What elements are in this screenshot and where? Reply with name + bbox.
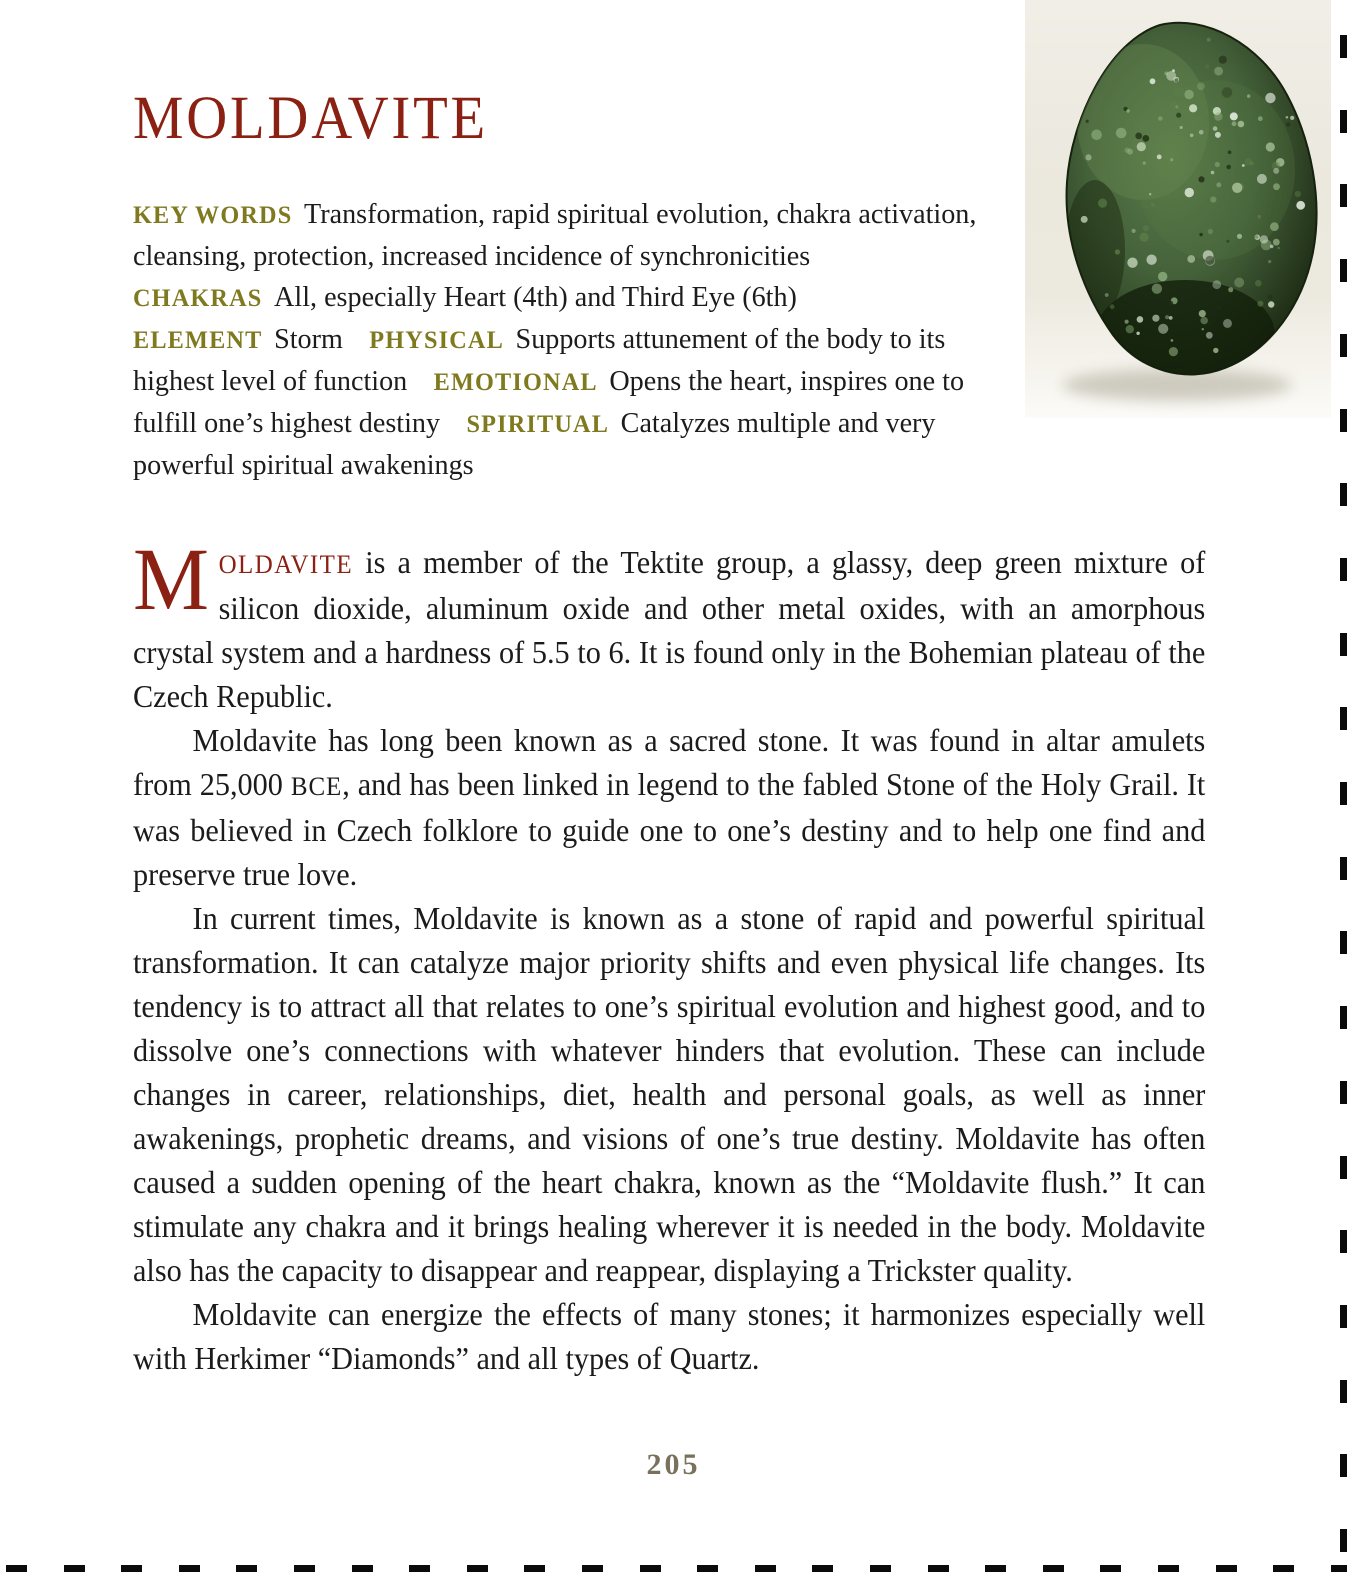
stone-texture-speckle [1199, 130, 1204, 135]
stone-texture-speckle [1126, 325, 1134, 333]
physical-label: PHYSICAL [369, 327, 504, 354]
stone-texture-speckle [1266, 142, 1275, 151]
stone-texture-speckle [1166, 71, 1176, 81]
stone-texture-speckle [1270, 222, 1279, 231]
stone-texture-speckle [1175, 105, 1178, 108]
page-edge-mark-bottom [467, 1565, 488, 1572]
stone-texture-speckle [1180, 126, 1183, 129]
page-edge-mark-right [1340, 35, 1347, 58]
page-number: 205 [646, 1448, 701, 1481]
stone-texture-speckle [1132, 229, 1136, 233]
page-edge-mark-bottom [409, 1565, 430, 1572]
stone-texture-speckle [1143, 162, 1146, 165]
stone-texture-speckle [1205, 64, 1209, 68]
page-edge-mark-bottom [294, 1565, 315, 1572]
page-edge-mark-right [1340, 1529, 1347, 1552]
stone-texture-speckle [1083, 156, 1086, 159]
stone-texture-speckle [1165, 315, 1169, 319]
stone-texture-speckle [1171, 339, 1174, 342]
stone-texture-speckle [1158, 324, 1168, 334]
body-paragraph-3: In current times, Moldavite is known as a stone of rapid and powerful spiritual transformation. It can catalyze major priority shifts and even physical life changes. Its tendency is to attract all that relates to one’s spiritual evolution and highest good, and to dissolve one’s connections with whatever hinders that evolution. These can include changes in career, relationships, diet, health and personal goals, as well as inner awakenings, prophetic dreams, and visions of one’s true destiny. Moldavite has often caused a sudden opening of the heart chakra, known as the “Moldavite flush.” It can stimulate any chakra and it brings healing wherever it is needed in the body. Moldavite also has the capacity to disappear and reappear, displaying a Trickster quality. [133, 901, 1206, 1288]
bce-small-caps: BCE [290, 772, 343, 801]
page-edge-mark-right [1340, 334, 1347, 357]
stone-texture-speckle [1199, 310, 1206, 317]
stone-texture-speckle [1273, 168, 1279, 174]
body-paragraph-4: Moldavite can energize the effects of many stones; it harmonizes especially well with Herkimer “Diamonds” and all types of Quartz. [133, 1297, 1206, 1376]
stone-texture-speckle [1219, 56, 1227, 64]
stone-texture-speckle [1258, 116, 1263, 121]
moldavite-photo [1025, 0, 1331, 418]
page-edge-mark-bottom [755, 1565, 776, 1572]
stone-texture-speckle [1149, 193, 1151, 195]
stone-texture-speckle [1265, 93, 1275, 103]
stone-texture-speckle [1215, 132, 1221, 138]
stone-texture-speckle [1137, 142, 1146, 151]
stone-texture-speckle [1238, 121, 1245, 128]
page-edge-mark-bottom [812, 1565, 833, 1572]
stone-texture-speckle [1091, 130, 1102, 141]
page-edge-mark-bottom [1043, 1565, 1064, 1572]
page-edge-mark-right [1340, 707, 1347, 730]
stone-texture-speckle [1268, 260, 1271, 263]
page-edge-mark-right [1340, 931, 1347, 954]
stone-texture-speckle [1267, 295, 1272, 300]
body-paragraph-1 [133, 531, 1206, 719]
page-edge-mark-right [1340, 1230, 1347, 1253]
stone-texture-speckle [1216, 182, 1221, 187]
page-edge-mark-bottom [985, 1565, 1006, 1572]
page-edge-mark-bottom [697, 1565, 718, 1572]
stone-texture-speckle [1174, 78, 1178, 82]
stone-texture-speckle [1202, 328, 1204, 330]
stone-texture-speckle [1142, 135, 1149, 142]
stone-texture-speckle [1223, 319, 1232, 328]
stone-texture-speckle [1234, 278, 1244, 288]
keywords-label: KEY WORDS [133, 202, 293, 229]
stone-texture-speckle [1158, 272, 1167, 281]
stone-texture-speckle [1210, 197, 1216, 203]
stone-texture-speckle [1211, 171, 1215, 175]
page-edge-mark-bottom [1100, 1565, 1121, 1572]
stone-texture-speckle [1143, 225, 1149, 231]
stone-texture-speckle [1086, 120, 1089, 123]
stone-texture-speckle [1176, 113, 1181, 118]
paragraph-text: Moldavite has long been known as a sacred stone. It was found in altar amulets from 25,000 [133, 723, 1206, 802]
stone-texture-speckle [1218, 306, 1222, 310]
stone-texture-speckle [1232, 183, 1242, 193]
page-edge-mark-bottom [1331, 1565, 1347, 1572]
stone-texture-speckle [1185, 188, 1194, 197]
stone-texture-speckle [1115, 249, 1120, 254]
element-label: ELEMENT [133, 327, 263, 354]
stone-texture-speckle [1150, 78, 1156, 84]
stone-texture-speckle [1137, 316, 1144, 323]
stone-texture-speckle [1151, 203, 1155, 207]
stone-texture-speckle [1268, 301, 1274, 307]
stone-texture-speckle [1226, 165, 1231, 170]
stone-texture-speckle [1258, 215, 1262, 219]
stone-texture-speckle [1214, 112, 1222, 120]
keywords-value: Transformation, rapid spiritual evolution, chakra activation, cleansing, protection, increased incidence of synchronicities [133, 198, 977, 272]
stone-texture-speckle [1116, 128, 1127, 139]
page-edge-mark-right [1340, 1081, 1347, 1104]
stone-texture-speckle [1190, 134, 1194, 138]
stone-texture-speckle [1255, 235, 1259, 239]
stone-texture-speckle [1214, 67, 1223, 76]
stone-texture-speckle [1270, 245, 1274, 249]
emotional-label: EMOTIONAL [433, 369, 598, 396]
stone-texture-speckle [1242, 164, 1245, 167]
page-edge-mark-bottom [236, 1565, 257, 1572]
stone-texture-speckle [1169, 301, 1174, 306]
stone-texture-speckle [1278, 247, 1280, 249]
page-title: MOLDAVITE [133, 85, 488, 152]
physical-value: Supports attunement of the body to its highest level of function [133, 323, 946, 397]
stone-texture-speckle [1200, 317, 1208, 325]
stone-texture-speckle [1105, 293, 1109, 297]
element-value: Storm [274, 323, 343, 355]
stone-texture-speckle [1222, 87, 1233, 98]
stone-texture-speckle [1230, 112, 1238, 120]
stone-texture-speckle [1169, 316, 1173, 320]
spiritual-label: SPIRITUAL [466, 411, 610, 438]
page-edge-mark-right [1340, 1305, 1347, 1328]
body-paragraph-2 [133, 719, 1205, 897]
page-edge-mark-bottom [524, 1565, 545, 1572]
stone-texture-speckle [1189, 104, 1197, 112]
stone-texture-speckle [1296, 201, 1305, 210]
stone-texture-speckle [1152, 315, 1159, 322]
stone-texture-speckle [1295, 191, 1301, 197]
stone-texture-speckle [1257, 301, 1263, 307]
drop-cap: M [133, 531, 209, 629]
stone-texture-speckle [1174, 87, 1184, 97]
stone-texture-speckle [1135, 133, 1142, 140]
page-edge-mark-bottom [582, 1565, 603, 1572]
stone-texture-speckle [1247, 94, 1250, 97]
stone-texture-speckle [1184, 90, 1193, 99]
stone-texture-speckle [1207, 38, 1211, 42]
page-edge-mark-bottom [179, 1565, 200, 1572]
page-edge-mark-right [1340, 1006, 1347, 1029]
page-edge-mark-right [1340, 782, 1347, 805]
stone-texture-speckle [1286, 116, 1289, 119]
stone-texture-speckle [1237, 234, 1242, 239]
page-edge-mark-bottom [928, 1565, 949, 1572]
stone-texture-speckle [1286, 122, 1290, 126]
page-edge-mark-bottom [64, 1565, 85, 1572]
page-edge-mark-right [1340, 558, 1347, 581]
page-edge-mark-bottom [6, 1565, 27, 1572]
stone-texture-speckle [1126, 109, 1129, 112]
stone-texture-speckle [1255, 280, 1262, 287]
stone-texture-speckle [1157, 155, 1162, 160]
page-edge-mark-bottom [1273, 1565, 1294, 1572]
page-edge-mark-bottom [1216, 1565, 1237, 1572]
stone-texture-speckle [1125, 148, 1130, 153]
emotional-value: Opens the heart, inspires one to fulfill one’s highest destiny [133, 365, 965, 439]
stone-texture-speckle [1198, 176, 1204, 182]
stone-texture-speckle [1206, 332, 1213, 339]
stone-texture-speckle [1158, 116, 1163, 121]
stone-texture-speckle [1228, 287, 1233, 292]
spiritual-value: Catalyzes multiple and very powerful spiritual awakenings [133, 407, 936, 481]
page-edge-mark-right [1340, 1454, 1347, 1477]
page-edge-mark-right [1340, 1156, 1347, 1179]
page-edge-mark-right [1340, 1380, 1347, 1403]
stone-texture-speckle [1170, 158, 1173, 161]
page-edge-mark-bottom [1158, 1565, 1179, 1572]
stone-texture-speckle [1140, 233, 1149, 242]
stone-texture-speckle [1110, 304, 1115, 309]
stone-texture-speckle [1197, 82, 1205, 90]
page-edge-mark-bottom [640, 1565, 661, 1572]
lead-small-caps: OLDAVITE [218, 550, 354, 579]
page-edge-mark-right [1340, 409, 1347, 432]
paragraph-text: is a member of the Tektite group, a glassy, deep green mixture of silicon dioxide, aluminum oxide and other metal oxides, with an amorphous crystal system and a hardness of 5.5 to 6. It is found only in the Bohemian plateau of the Czech Republic. [133, 545, 1206, 714]
stone-texture-speckle [1208, 322, 1210, 324]
page-edge-mark-right [1340, 857, 1347, 880]
stone-texture-speckle [1098, 199, 1107, 208]
page-edge-mark-right [1340, 483, 1347, 506]
page-edge-mark-bottom [870, 1565, 891, 1572]
keywords-block [133, 194, 990, 486]
stone-texture-speckle [1187, 255, 1195, 263]
stone-texture-speckle [1169, 347, 1178, 356]
stone-texture-speckle [1232, 121, 1237, 126]
stone-texture-speckle [1226, 240, 1229, 243]
body-text [133, 531, 1206, 1381]
page-edge-mark-right [1340, 259, 1347, 282]
stone-texture-speckle [1273, 239, 1280, 246]
page-edge-mark-bottom [121, 1565, 142, 1572]
stone-texture-speckle [1205, 256, 1214, 265]
stone-texture-speckle [1199, 233, 1202, 236]
moldavite-stone-image [1025, 0, 1331, 418]
stone-texture-speckle [1228, 151, 1232, 155]
page-edge-mark-bottom [352, 1565, 373, 1572]
stone-texture-speckle [1245, 158, 1252, 165]
stone-texture-speckle [1213, 126, 1218, 131]
stone-texture-speckle [1260, 235, 1268, 243]
stone-texture-speckle [1208, 229, 1213, 234]
page-edge-mark-right [1340, 110, 1347, 133]
stone-texture-speckle [1136, 332, 1139, 335]
stone-texture-speckle [1290, 116, 1294, 120]
stone-texture-speckle [1213, 348, 1218, 353]
stone-texture-speckle [1215, 162, 1220, 167]
stone-texture-speckle [1273, 183, 1280, 190]
paragraph-text: , and has been linked in legend to the fabled Stone of the Holy Grail. It was believed in Czech folklore to guide one to one’s destiny and to help one find and preserve true love. [133, 767, 1206, 892]
stone-texture-speckle [1212, 280, 1221, 289]
stone-texture-speckle [1125, 320, 1129, 324]
stone-texture-speckle [1152, 284, 1162, 294]
page-edge-mark-right [1340, 633, 1347, 656]
chakras-value: All, especially Heart (4th) and Third Eye (6th) [274, 281, 797, 313]
page-edge-mark-right [1340, 184, 1347, 207]
stone-texture-speckle [1146, 255, 1156, 265]
chakras-label: CHAKRAS [133, 285, 263, 312]
stone-texture-speckle [1081, 216, 1088, 223]
stone-texture-speckle [1127, 258, 1137, 268]
stone-texture-speckle [1257, 174, 1267, 184]
